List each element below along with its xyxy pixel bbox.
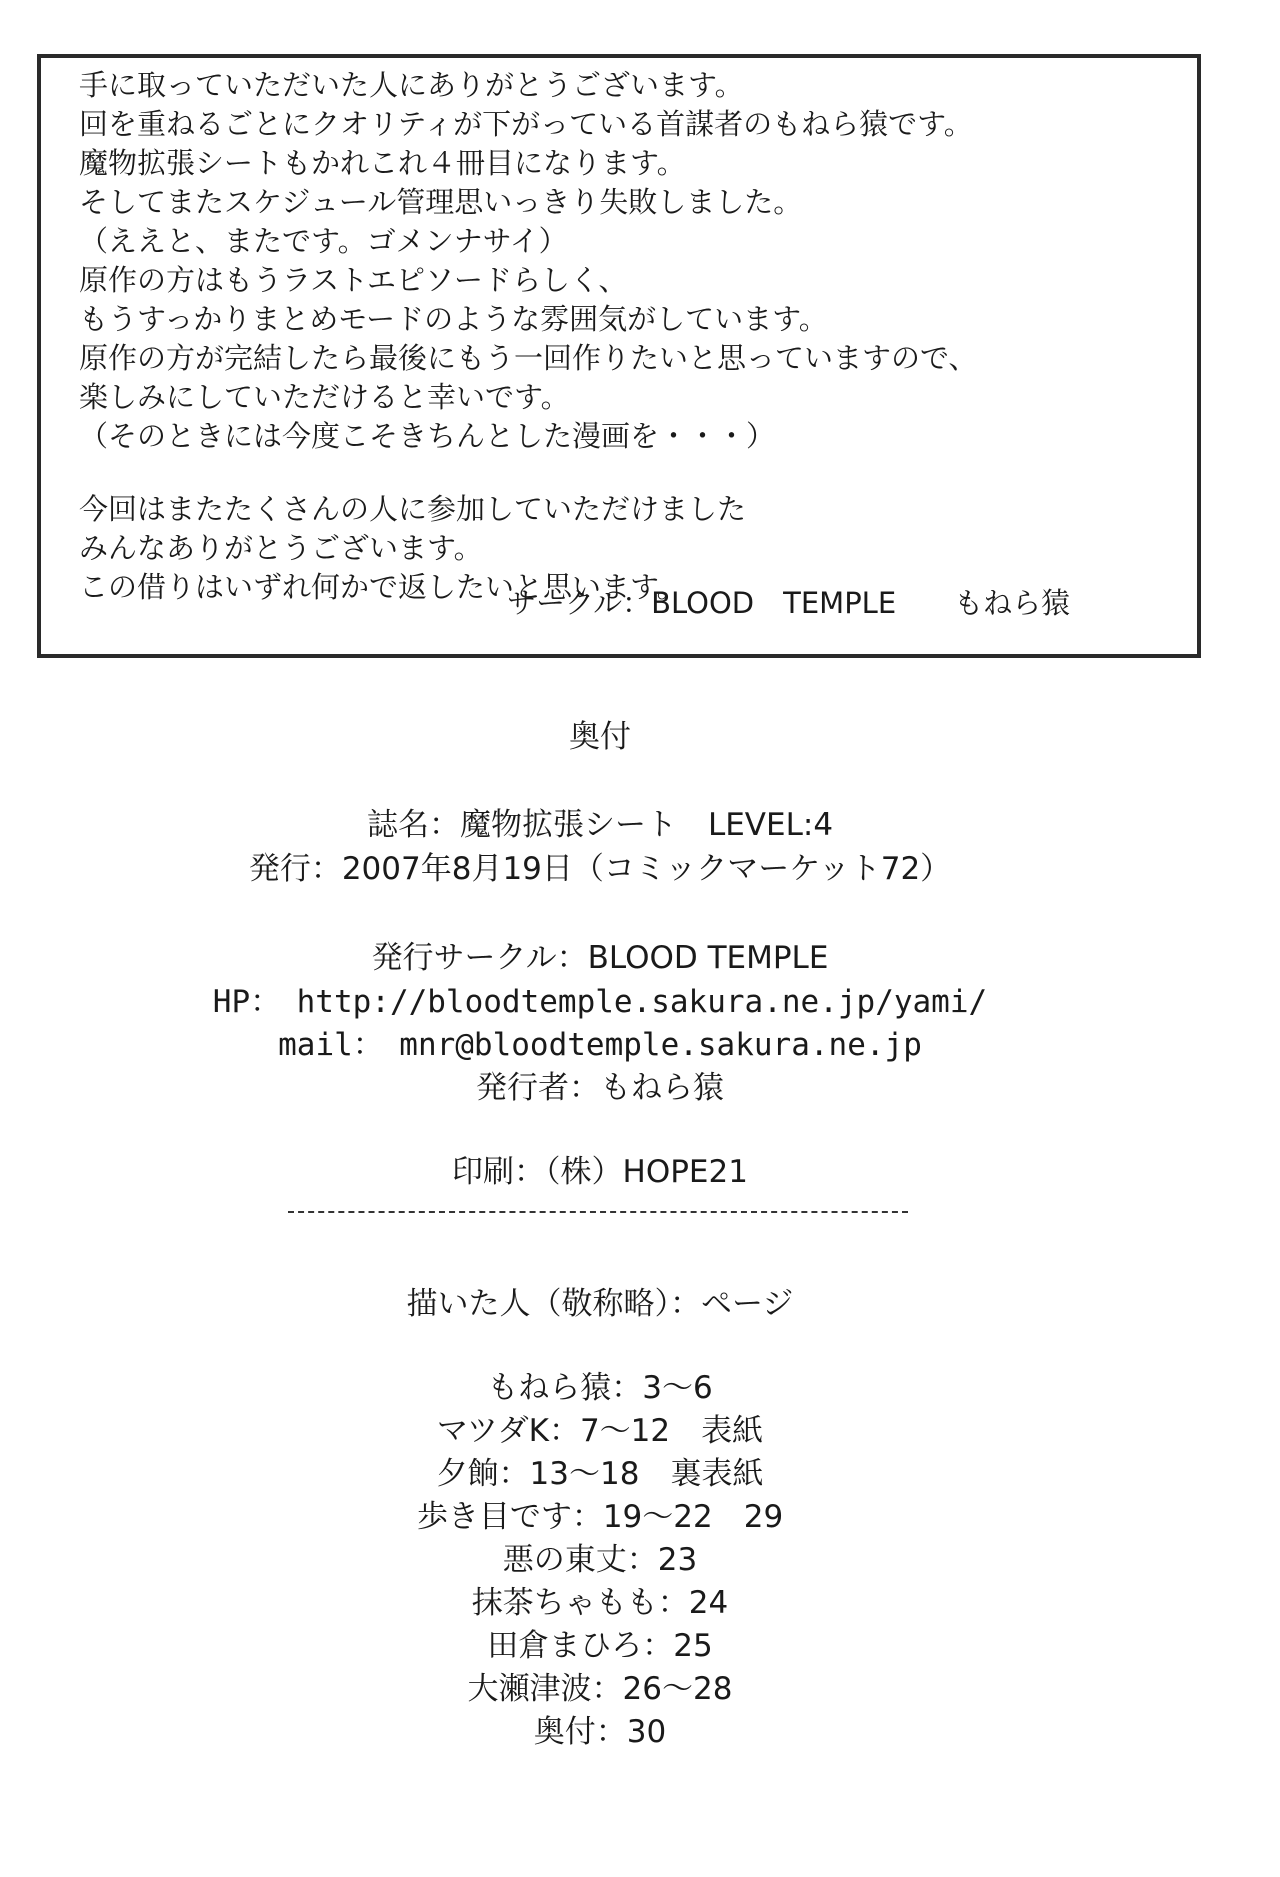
afterword-line: 原作の方はもうラストエピソードらしく、 [79, 263, 628, 297]
credit-line: マツダK：7～12 表紙 [436, 1413, 764, 1449]
publisher-line: 発行者：もねら猿 [476, 1070, 724, 1106]
afterword-line: 魔物拡張シートもかれこれ４冊目になります。 [79, 146, 686, 180]
homepage-line: HP： http://bloodtemple.sakura.ne.jp/yami/ [212, 984, 988, 1020]
afterword-line: 今回はまたたくさんの人に参加していただけました [79, 492, 747, 526]
afterword-line: 手に取っていただいた人にありがとうございます。 [79, 68, 744, 102]
afterword-line: （ええと、またです。ゴメンナサイ） [79, 224, 568, 258]
credits-heading: 描いた人（敬称略）：ページ [406, 1286, 794, 1322]
afterword-line: （そのときには今度こそきちんとした漫画を・・・） [79, 419, 776, 453]
credit-line: もねら猿：3～6 [487, 1370, 713, 1406]
afterword-line: もうすっかりまとめモードのような雰囲気がしています。 [79, 302, 828, 336]
credit-line: 田倉まひろ：25 [487, 1628, 713, 1664]
credit-line: 奥付：30 [533, 1714, 667, 1750]
credit-line: 夕餉：13～18 裏表紙 [436, 1456, 764, 1492]
credit-line: 大瀬津波：26～28 [467, 1671, 733, 1707]
credit-line: 歩き目です：19～22 29 [416, 1499, 784, 1535]
afterword-line: この借りはいずれ何かで返したいと思います。 [79, 570, 686, 604]
afterword-text [79, 66, 1177, 607]
title-line: 誌名：魔物拡張シート LEVEL:4 [366, 807, 834, 843]
afterword-line: 楽しみにしていただけると幸いです。 [79, 380, 570, 414]
afterword-line: 原作の方が完結したら最後にもう一回作りたいと思っていますので、 [79, 341, 978, 375]
dashed-divider [288, 1211, 908, 1213]
credit-line: 抹茶ちゃもも：24 [471, 1585, 729, 1621]
circle-line: 発行サークル：BLOOD TEMPLE [371, 940, 829, 976]
afterword-blank-line [79, 456, 1177, 490]
mail-line: mail： mnr@bloodtemple.sakura.ne.jp [278, 1027, 922, 1063]
afterword-line: みんなありがとうございます。 [79, 531, 483, 565]
issue-date-line: 発行：2007年8月19日（コミックマーケット72） [248, 851, 952, 887]
circle-signature: サークル：BLOOD TEMPLE もねら猿 [507, 586, 1071, 620]
credit-line: 悪の東丈：23 [502, 1542, 698, 1578]
colophon-heading: 奥付 [569, 719, 631, 755]
printer-line: 印刷：（株）HOPE21 [452, 1154, 748, 1190]
afterword-line: そしてまたスケジュール管理思いっきり失敗しました。 [79, 185, 803, 219]
afterword-box [37, 54, 1201, 658]
afterword-line: 回を重ねるごとにクオリティが下がっている首謀者のもねら猿です。 [79, 107, 973, 141]
